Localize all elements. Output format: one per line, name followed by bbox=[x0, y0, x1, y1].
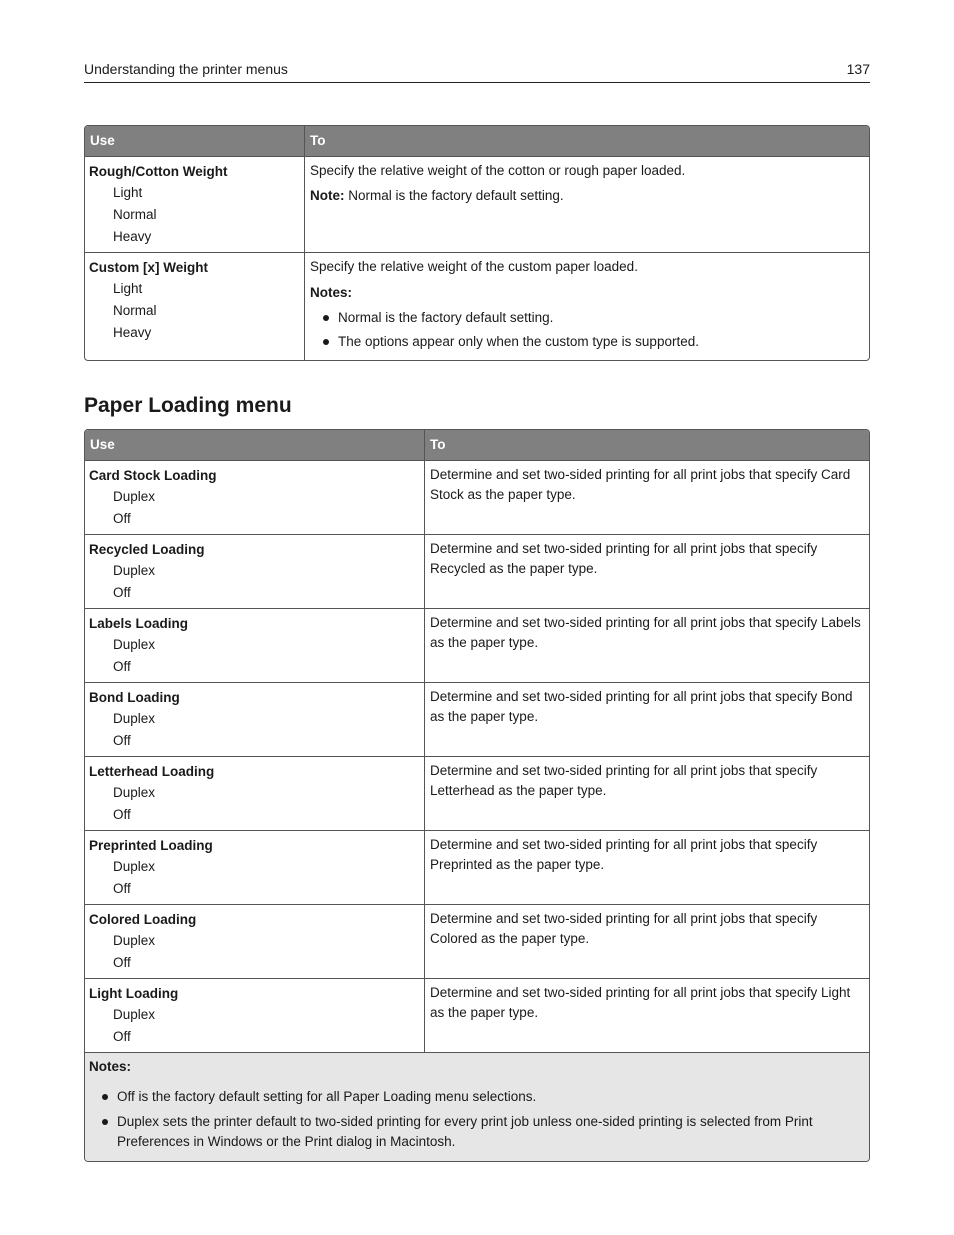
menu-item-name: Rough/Cotton Weight bbox=[89, 164, 228, 179]
table-row bbox=[85, 978, 869, 1052]
notes-row bbox=[85, 1052, 869, 1161]
menu-item-name: Labels Loading bbox=[89, 616, 189, 631]
table-row bbox=[85, 608, 869, 682]
to-cell: Determine and set two-sided printing for all print jobs that specify Card Stock as the paper type. bbox=[424, 460, 869, 534]
use-cell bbox=[85, 682, 424, 756]
menu-item-name: Letterhead Loading bbox=[89, 764, 215, 779]
menu-item-name: Preprinted Loading bbox=[89, 838, 213, 853]
table-row bbox=[85, 156, 869, 252]
note-label: Note: bbox=[310, 188, 345, 203]
menu-item-name: Card Stock Loading bbox=[89, 468, 217, 483]
menu-option: Duplex bbox=[113, 489, 156, 504]
table-row bbox=[85, 534, 869, 608]
to-cell: Determine and set two-sided printing for all print jobs that specify Light as the paper type. bbox=[424, 978, 869, 1052]
menu-option: Off bbox=[113, 881, 131, 896]
to-cell: Determine and set two-sided printing for all print jobs that specify Labels as the paper type. bbox=[424, 608, 869, 682]
table-header-row bbox=[85, 430, 869, 460]
note bbox=[310, 186, 864, 206]
table-header-row bbox=[85, 126, 869, 156]
page-header bbox=[84, 60, 870, 83]
menu-option: Heavy bbox=[113, 325, 152, 340]
column-header-use: Use bbox=[85, 430, 424, 460]
menu-option: Normal bbox=[113, 207, 157, 222]
menu-option: Duplex bbox=[113, 859, 156, 874]
table-row bbox=[85, 460, 869, 534]
menu-option: Duplex bbox=[113, 563, 156, 578]
menu-option: Heavy bbox=[113, 229, 152, 244]
notes-cell bbox=[85, 1052, 869, 1161]
menu-option: Light bbox=[113, 185, 143, 200]
paper-loading-table bbox=[84, 429, 870, 1162]
note-item: The options appear only when the custom type is supported. bbox=[310, 332, 864, 352]
column-header-to: To bbox=[304, 126, 869, 156]
menu-option: Duplex bbox=[113, 711, 156, 726]
to-cell: Determine and set two-sided printing for all print jobs that specify Letterhead as the paper type. bbox=[424, 756, 869, 830]
table-row bbox=[85, 830, 869, 904]
note-text: Normal is the factory default setting. bbox=[344, 188, 564, 203]
use-cell bbox=[85, 460, 424, 534]
use-cell bbox=[85, 904, 424, 978]
table-row bbox=[85, 682, 869, 756]
note-item: Off is the factory default setting for all Paper Loading menu selections. bbox=[89, 1087, 864, 1107]
to-cell: Determine and set two-sided printing for all print jobs that specify Recycled as the paper type. bbox=[424, 534, 869, 608]
use-cell bbox=[85, 756, 424, 830]
section-title: Paper Loading menu bbox=[84, 394, 292, 417]
notes-label bbox=[310, 283, 864, 303]
to-cell bbox=[304, 252, 869, 360]
description: Specify the relative weight of the cotton or rough paper loaded. bbox=[310, 163, 686, 178]
column-header-to: To bbox=[424, 430, 869, 460]
menu-option: Off bbox=[113, 807, 131, 822]
menu-option: Light bbox=[113, 281, 143, 296]
menu-option: Duplex bbox=[113, 933, 156, 948]
description: Specify the relative weight of the custom paper loaded. bbox=[310, 259, 638, 274]
menu-option: Duplex bbox=[113, 785, 156, 800]
to-cell bbox=[304, 156, 869, 252]
use-cell bbox=[85, 830, 424, 904]
use-cell bbox=[85, 534, 424, 608]
notes-label: Notes: bbox=[89, 1059, 132, 1074]
menu-item-name: Custom [x] Weight bbox=[89, 260, 208, 275]
menu-option: Off bbox=[113, 585, 131, 600]
note-item: Duplex sets the printer default to two-sided printing for every print job unless one-sided printing is selected from Print Preferences in Windows or the Print dialog in Macintosh. bbox=[89, 1112, 864, 1152]
notes-list bbox=[89, 1087, 864, 1152]
to-cell: Determine and set two-sided printing for all print jobs that specify Preprinted as the paper type. bbox=[424, 830, 869, 904]
menu-option: Normal bbox=[113, 303, 157, 318]
use-cell bbox=[85, 252, 304, 360]
column-header-use: Use bbox=[85, 126, 304, 156]
page-number: 137 bbox=[846, 61, 870, 77]
notes-list bbox=[310, 308, 864, 352]
menu-item-name: Recycled Loading bbox=[89, 542, 205, 557]
table-row bbox=[85, 904, 869, 978]
menu-option: Off bbox=[113, 1029, 131, 1044]
menu-option: Off bbox=[113, 733, 131, 748]
to-cell: Determine and set two-sided printing for all print jobs that specify Colored as the paper type. bbox=[424, 904, 869, 978]
menu-item-name: Colored Loading bbox=[89, 912, 197, 927]
menu-option: Duplex bbox=[113, 1007, 156, 1022]
table-row bbox=[85, 756, 869, 830]
use-cell bbox=[85, 156, 304, 252]
to-cell: Determine and set two-sided printing for all print jobs that specify Bond as the paper type. bbox=[424, 682, 869, 756]
menu-option: Off bbox=[113, 955, 131, 970]
menu-option: Off bbox=[113, 659, 131, 674]
menu-item-name: Bond Loading bbox=[89, 690, 180, 705]
menu-option: Duplex bbox=[113, 637, 156, 652]
use-cell bbox=[85, 978, 424, 1052]
table-row bbox=[85, 252, 869, 360]
menu-option: Off bbox=[113, 511, 131, 526]
menu-item-name: Light Loading bbox=[89, 986, 179, 1001]
note-item: Normal is the factory default setting. bbox=[310, 308, 864, 328]
running-title: Understanding the printer menus bbox=[84, 61, 288, 77]
notes-label-text: Notes: bbox=[310, 285, 353, 300]
use-cell bbox=[85, 608, 424, 682]
weight-menu-table bbox=[84, 125, 870, 361]
